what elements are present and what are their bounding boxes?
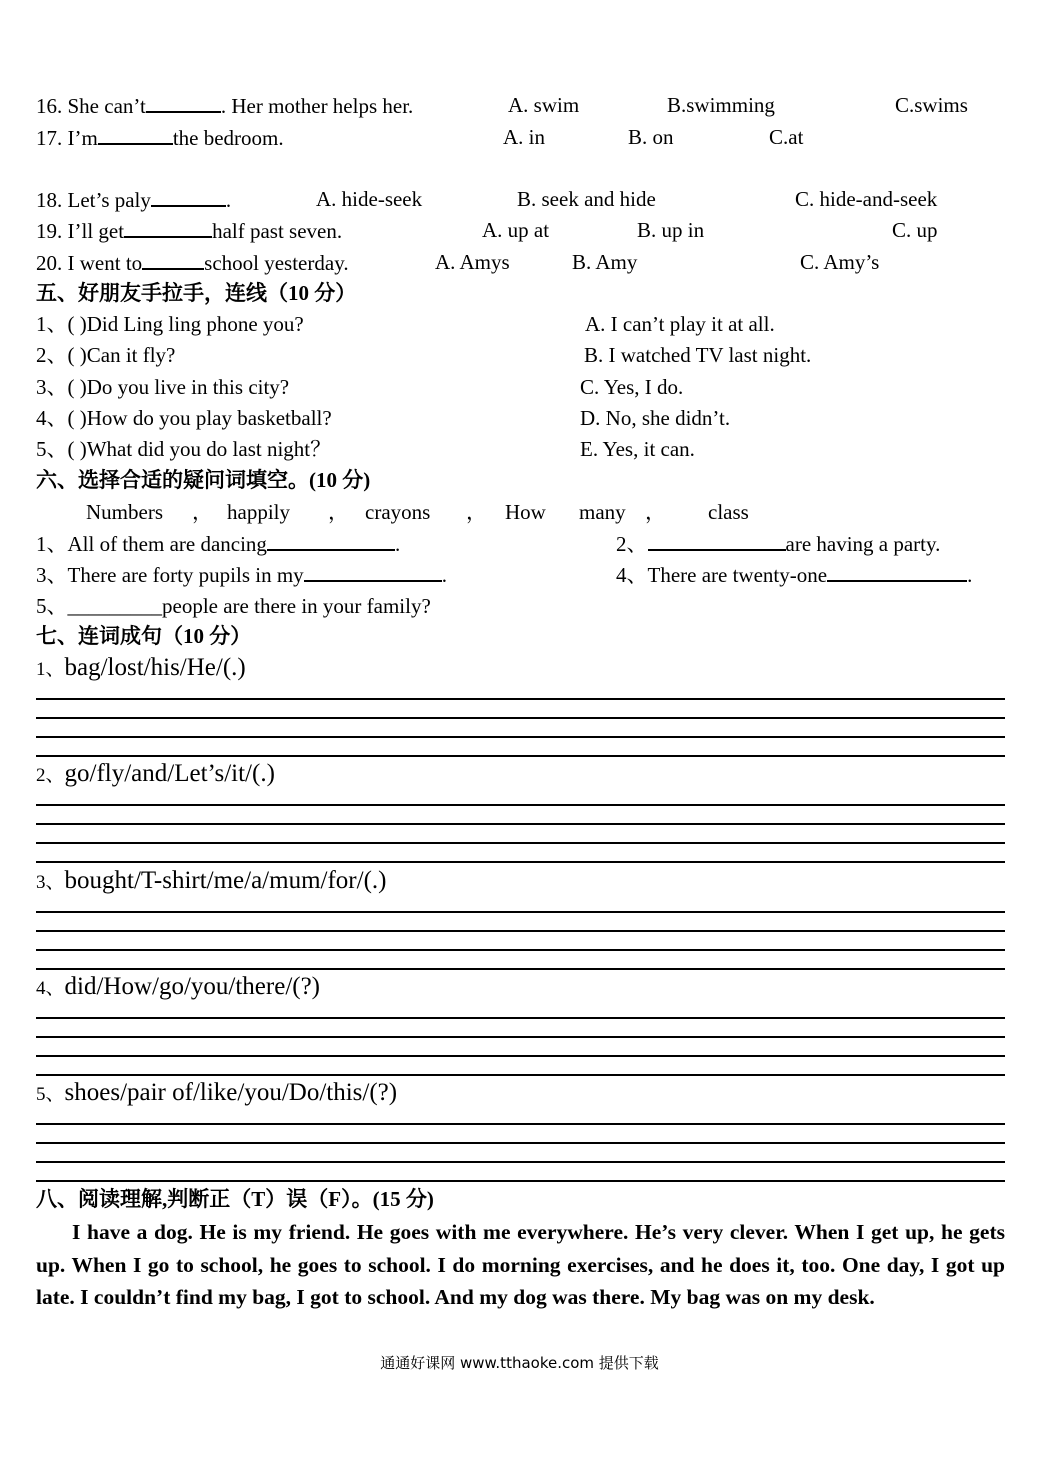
writing-line[interactable] [36,911,1005,913]
question-17: 17. I’m the bedroom. [36,126,284,150]
section-5-heading: 五、好朋友手拉手，连线（10 分） [36,281,357,305]
match-answer-e: E. Yes, it can. [580,437,695,461]
sentence-item-1: 1、bag/lost/his/He/(.) [36,654,246,681]
option-b: B. Amy [572,250,638,274]
match-question-4: 4、( )How do you play basketball? [36,406,332,430]
word-bank-item: Numbers [86,500,163,524]
option-c: C.swims [895,93,968,117]
writing-line[interactable] [36,1017,1005,1019]
match-question-1: 1、( )Did Ling ling phone you? [36,312,304,336]
option-a: A. in [503,125,545,149]
word-bank-item: How [505,500,546,524]
writing-line[interactable] [36,861,1005,863]
answer-blank[interactable] [648,531,786,551]
match-question-3: 3、( )Do you live in this city? [36,375,290,399]
sentence-item-4: 4、did/How/go/you/there/(?) [36,973,321,1000]
writing-line[interactable] [36,1180,1005,1182]
writing-line[interactable] [36,736,1005,738]
word-bank-separator: ， [466,500,487,524]
writing-line[interactable] [36,842,1005,844]
word-bank-item: class [708,500,749,524]
sentence-item-5: 5、shoes/pair of/like/you/Do/this/(?) [36,1079,398,1106]
option-a: A. Amys [435,250,510,274]
fill-question-2: 2、 are having a party. [616,532,941,556]
answer-blank[interactable] [146,93,221,113]
word-bank-item: many [579,500,626,524]
section-7-heading: 七、连词成句（10 分） [36,624,252,648]
writing-line[interactable] [36,1161,1005,1163]
reading-passage: I have a dog. He is my friend. He goes with me everywhere. He’s very clever. When I get up, he gets up. When I go to school, he goes to school. I do morning exercises, and he does it, too. One day, I got up late. I couldn’t find my bag, I got to school. And my dog was there. My bag was on my desk. [36,1220,1005,1309]
writing-line[interactable] [36,1036,1005,1038]
fill-question-3: 3、There are forty pupils in my . [36,563,447,587]
match-question-2: 2、( )Can it fly? [36,343,176,367]
page-footer: 通通好课网 www.tthaoke.com 提供下载 [380,1354,659,1372]
word-bank-separator: ， [328,500,349,524]
word-bank-item: crayons [365,500,431,524]
writing-line[interactable] [36,823,1005,825]
match-answer-c: C. Yes, I do. [580,375,684,399]
match-answer-a: A. I can’t play it at all. [585,312,775,336]
option-c: C. hide-and-seek [795,187,938,211]
fill-question-4: 4、There are twenty-one . [616,563,973,587]
writing-line[interactable] [36,1055,1005,1057]
section-6-heading: 六、选择合适的疑问词填空。(10 分) [36,468,371,492]
writing-line[interactable] [36,1074,1005,1076]
writing-line[interactable] [36,755,1005,757]
question-16: 16. She can’t . Her mother helps her. [36,94,414,118]
writing-line[interactable] [36,949,1005,951]
answer-blank[interactable] [98,125,173,145]
match-question-5: 5、( )What did you do last night？ [36,437,332,461]
writing-line[interactable] [36,930,1005,932]
answer-blank[interactable] [151,187,226,207]
fill-question-1: 1、All of them are dancing . [36,532,401,556]
word-bank-separator: ， [645,500,666,524]
option-a: A. hide-seek [316,187,423,211]
option-c: C. Amy’s [800,250,880,274]
writing-line[interactable] [36,717,1005,719]
writing-line[interactable] [36,1123,1005,1125]
answer-blank[interactable] [267,531,395,551]
option-b: B.swimming [667,93,775,117]
answer-blank[interactable] [827,562,967,582]
answer-blank[interactable] [124,218,212,238]
option-b: B. on [628,125,674,149]
answer-blank[interactable] [304,562,442,582]
writing-line[interactable] [36,1142,1005,1144]
option-b: B. up in [637,218,705,242]
question-20: 20. I went to school yesterday. [36,251,349,275]
option-a: A. swim [508,93,580,117]
writing-line[interactable] [36,968,1005,970]
word-bank-item: happily [227,500,290,524]
match-answer-b: B. I watched TV last night. [584,343,812,367]
option-c: C. up [892,218,938,242]
fill-question-5: 5、_________people are there in your family? [36,594,431,618]
option-a: A. up at [482,218,550,242]
writing-line[interactable] [36,804,1005,806]
question-18: 18. Let’s paly . [36,188,232,212]
match-answer-d: D. No, she didn’t. [580,406,731,430]
answer-blank[interactable] [142,250,204,270]
section-8-heading: 八、阅读理解,判断正（T）误（F）。(15 分) [36,1187,434,1211]
sentence-item-3: 3、bought/T-shirt/me/a/mum/for/(.) [36,867,387,894]
sentence-item-2: 2、go/fly/and/Let’s/it/(.) [36,760,275,787]
word-bank-separator: ， [192,500,213,524]
writing-line[interactable] [36,698,1005,700]
option-c: C.at [769,125,804,149]
option-b: B. seek and hide [517,187,656,211]
question-19: 19. I’ll get half past seven. [36,219,343,243]
